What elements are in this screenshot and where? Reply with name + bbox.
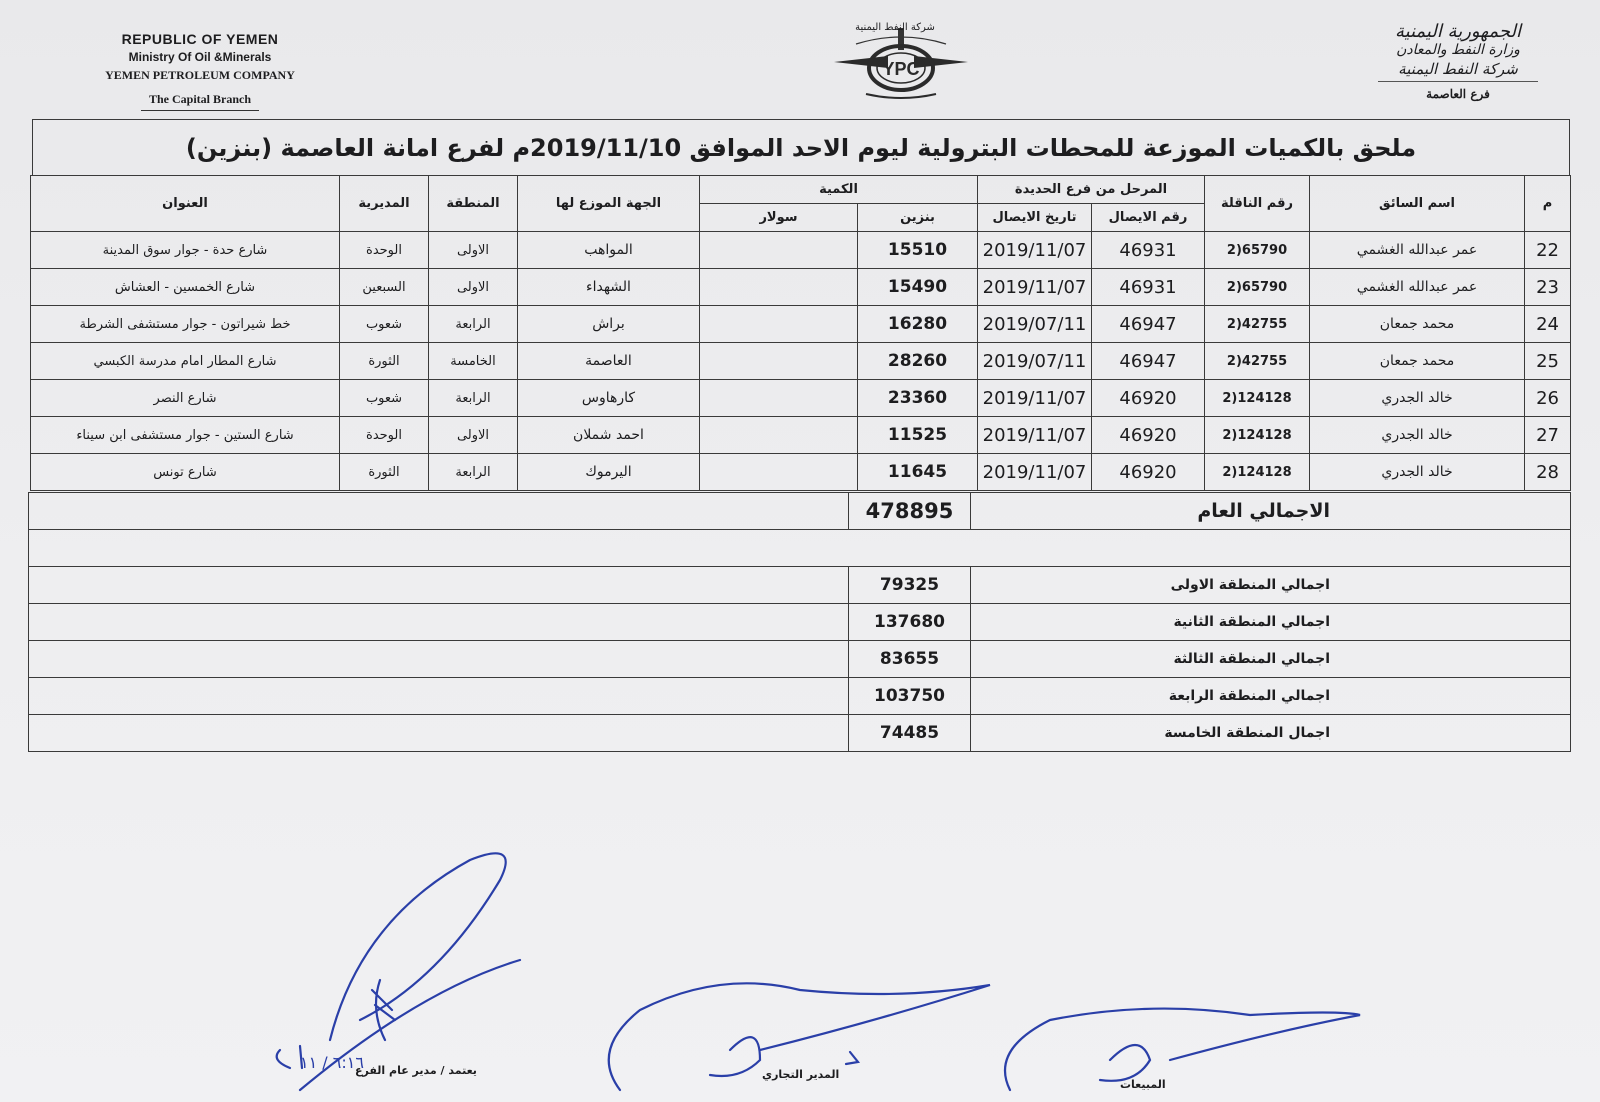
zone-total-value: 137680 [849,604,971,641]
cell-receipt-date: 2019/11/07 [978,454,1092,491]
cell-distributed-to: كارهاوس [518,380,700,417]
cell-zone: الاولى [429,417,518,454]
zone-total-label: اجمالي المنطقة الرابعة [971,678,1571,715]
cell-address: شارع تونس [31,454,340,491]
grand-total-label: الاجمالي العام [971,493,1571,530]
zone-total-value: 79325 [849,567,971,604]
letterhead-line: The Capital Branch [141,90,259,111]
cell-petrol: 15510 [858,232,978,269]
col-header-truck: رقم الناقلة [1205,176,1310,232]
zone-total-label: اجمالي المنطقة الثانية [971,604,1571,641]
letterhead-line: وزارة النفط والمعادن [1396,42,1520,58]
cell-district: شعوب [340,380,429,417]
cell-receipt-date: 2019/11/07 [978,380,1092,417]
cell-petrol: 15490 [858,269,978,306]
cell-zone: الرابعة [429,380,518,417]
col-header-petrol: بنزين [858,204,978,232]
zone-total-value: 103750 [849,678,971,715]
cell-truck: 2)124128 [1205,380,1310,417]
cell-driver: عمر عبدالله الغشمي [1310,269,1525,306]
cell-index: 27 [1525,417,1571,454]
cell-truck: 2)124128 [1205,454,1310,491]
cell-truck: 2)124128 [1205,417,1310,454]
cell-truck: 2)42755 [1205,306,1310,343]
cell-driver: عمر عبدالله الغشمي [1310,232,1525,269]
cell-index: 25 [1525,343,1571,380]
col-header-district: المديرية [340,176,429,232]
cell-zone: الخامسة [429,343,518,380]
sales-label: المبيعات [1120,1078,1166,1091]
letterhead-line: فرع العاصمة [1378,81,1538,104]
cell-receipt-date: 2019/07/11 [978,306,1092,343]
zone-total-label: اجمالي المنطقة الاولى [971,567,1571,604]
cell-address: شارع الخمسين - العشاش [31,269,340,306]
col-header-distributed-to: الجهة الموزع لها [518,176,700,232]
cell-truck: 2)65790 [1205,269,1310,306]
cell-district: شعوب [340,306,429,343]
grand-total-value: 478895 [849,493,971,530]
cell-driver: خالد الجدري [1310,454,1525,491]
cell-address: خط شيراتون - جوار مستشفى الشرطة [31,306,340,343]
cell-driver: محمد جمعان [1310,343,1525,380]
cell-distributed-to: احمد شملان [518,417,700,454]
letterhead-line: الجمهورية اليمنية [1394,21,1522,42]
cell-address: شارع المطار امام مدرسة الكبسي [31,343,340,380]
col-header-receipt-date: تاريخ الايصال [978,204,1092,232]
cell-driver: خالد الجدري [1310,380,1525,417]
letterhead-line: شركة النفط اليمنية [1398,60,1518,78]
letterhead-line: Ministry Of Oil &Minerals [128,50,272,64]
col-header-shipped: المرحل من فرع الحديدة [978,176,1205,204]
cell-zone: الرابعة [429,454,518,491]
logo-text: YPC [882,59,920,79]
cell-distributed-to: براش [518,306,700,343]
cell-index: 22 [1525,232,1571,269]
col-header-receipt-no: رقم الايصال [1092,204,1205,232]
zone-total-label: اجمال المنطقة الخامسة [971,715,1571,752]
cell-petrol: 11645 [858,454,978,491]
cell-receipt-date: 2019/11/07 [978,269,1092,306]
col-header-quantity: الكمية [700,176,978,204]
cell-receipt-date: 2019/11/07 [978,232,1092,269]
cell-district: الثورة [340,343,429,380]
document-title: ملحق بالكميات الموزعة للمحطات البترولية ليوم الاحد الموافق 2019/11/10م لفرع امانة العاصمة (بنزين) [32,119,1570,175]
handwritten-date: ٦:١٦ / ١١ [300,1053,364,1072]
cell-address: شارع النصر [31,380,340,417]
cell-receipt-no: 46920 [1092,380,1205,417]
approval-signature [330,853,506,1040]
col-header-diesel: سولار [700,204,858,232]
cell-driver: محمد جمعان [1310,306,1525,343]
cell-district: الوحدة [340,417,429,454]
zone-total-label: اجمالي المنطقة الثالثة [971,641,1571,678]
cell-address: شارع الستين - جوار مستشفى ابن سيناء [31,417,340,454]
cell-index: 24 [1525,306,1571,343]
cell-district: الثورة [340,454,429,491]
cell-district: السبعين [340,269,429,306]
col-header-driver: اسم السائق [1310,176,1525,232]
cell-truck: 2)65790 [1205,232,1310,269]
cell-petrol: 16280 [858,306,978,343]
cell-receipt-no: 46931 [1092,269,1205,306]
cell-receipt-no: 46920 [1092,417,1205,454]
cell-driver: خالد الجدري [1310,417,1525,454]
col-header-zone: المنطقة [429,176,518,232]
approval-label: يعتمد / مدير عام الفرع [355,1064,477,1077]
cell-address: شارع حدة - جوار سوق المدينة [31,232,340,269]
cell-distributed-to: العاصمة [518,343,700,380]
commercial-manager-label: المدير التجاري [762,1068,840,1081]
cell-petrol: 23360 [858,380,978,417]
zone-total-value: 74485 [849,715,971,752]
logo-caption: شركة النفط اليمنية [855,22,935,33]
cell-petrol: 28260 [858,343,978,380]
cell-distributed-to: المواهب [518,232,700,269]
cell-index: 28 [1525,454,1571,491]
cell-index: 23 [1525,269,1571,306]
cell-distributed-to: الشهداء [518,269,700,306]
col-header-address: العنوان [31,176,340,232]
cell-zone: الاولى [429,232,518,269]
sales-signature [1005,1009,1360,1090]
cell-zone: الاولى [429,269,518,306]
cell-distributed-to: اليرموك [518,454,700,491]
cell-index: 26 [1525,380,1571,417]
cell-receipt-no: 46947 [1092,343,1205,380]
cell-district: الوحدة [340,232,429,269]
letterhead-line: YEMEN PETROLEUM COMPANY [105,68,295,82]
cell-receipt-date: 2019/11/07 [978,417,1092,454]
cell-petrol: 11525 [858,417,978,454]
cell-zone: الرابعة [429,306,518,343]
cell-receipt-date: 2019/07/11 [978,343,1092,380]
cell-receipt-no: 46920 [1092,454,1205,491]
zone-total-value: 83655 [849,641,971,678]
cell-receipt-no: 46947 [1092,306,1205,343]
cell-receipt-no: 46931 [1092,232,1205,269]
col-header-index: م [1525,176,1571,232]
letterhead-line: REPUBLIC OF YEMEN [121,31,279,47]
cell-truck: 2)42755 [1205,343,1310,380]
